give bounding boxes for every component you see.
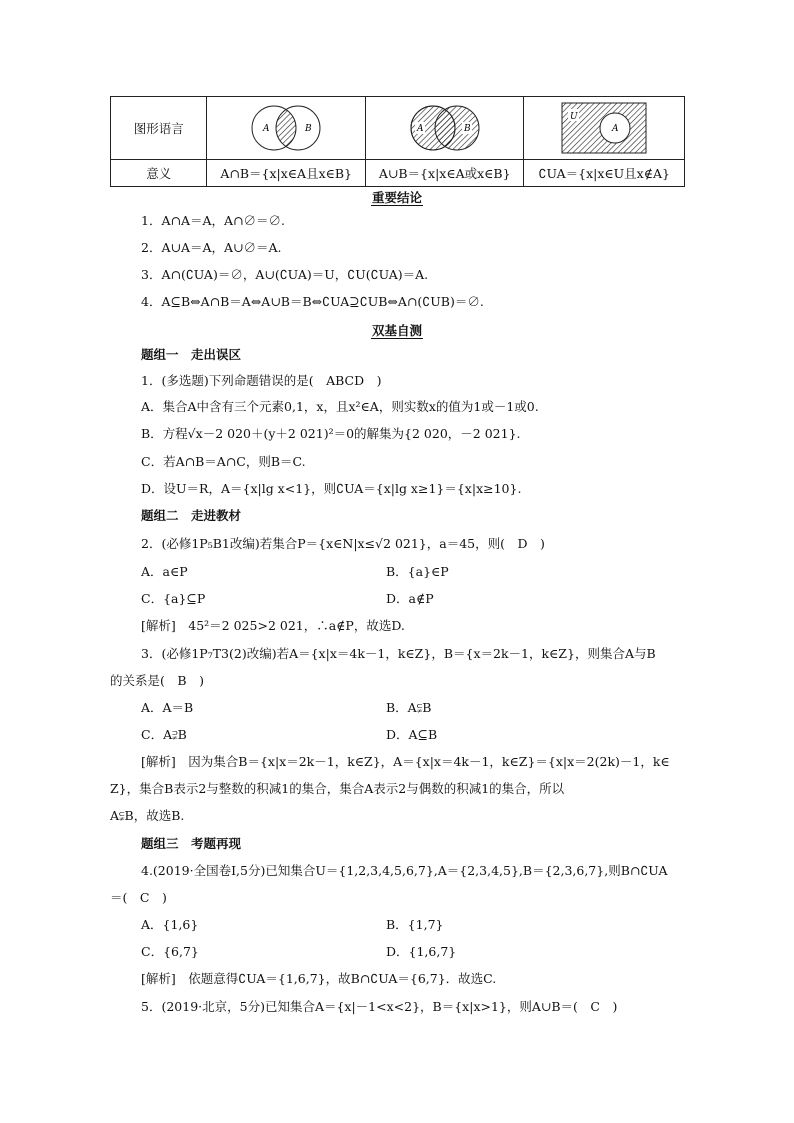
q2-option-b: B．{a}∈P [386,564,449,579]
row-header-graphic: 图形语言 [111,97,207,160]
meaning-intersection: A∩B＝{x|x∈A且x∈B} [207,160,366,187]
group-2-title: 题组二 走进教材 [141,508,242,523]
venn-label-a: A [263,124,270,134]
meaning-union: A∪B＝{x|x∈A或x∈B} [365,160,524,187]
analysis-text: 因为集合B＝{x|x＝2k－1，k∈Z}，A＝{x|x＝4k－1，k∈Z}＝{x|x＝2(2k)－1，k∈ [175,754,670,769]
q4-option-a: A．{1,6} [141,917,199,932]
q3-option-b: B．A⫋B [386,700,432,715]
venn-label-a: A [612,124,619,134]
q1-option-d: D．设U＝R，A＝{x|lg x<1}，则∁UA＝{x|lg x≥1}＝{x|x≥10}. [141,481,522,496]
analysis-text: 依题意得∁UA＝{1,6,7}，故B∩∁UA＝{6,7}．故选C. [175,971,497,986]
q4-option-d: D．{1,6,7} [386,944,457,959]
section-title-practice: 双基自测 [371,323,422,338]
set-operations-table [110,96,685,187]
q3-option-c: C．A⫌B [141,727,187,742]
q3-option-d: D．A⊆B [386,727,438,742]
q2-option-c: C．{a}⊆P [141,591,206,606]
q1-stem: 1．(多选题)下列命题错误的是( ABCD ) [141,373,382,388]
q3-stem-line-1: 3．(必修1P₇T3(2)改编)若A＝{x|x＝4k－1，k∈Z}，B＝{x＝2k－1，k∈Z}，则集合A与B [141,646,656,661]
q1-option-c: C．若A∩B＝A∩C，则B＝C. [141,454,306,469]
q4-analysis [141,970,496,988]
analysis-tag: [解析] [141,754,176,769]
venn-union-diagram [400,100,490,156]
q3-analysis-line-3: A⫋B，故选B. [110,808,185,823]
q2-option-d: D．a∉P [386,591,434,606]
q2-stem: 2．(必修1P₅B1改编)若集合P＝{x∈N|x≤√2 021}，a＝45，则( D ) [141,536,545,551]
venn-label-b: B [305,124,312,134]
section-title-important: 重要结论 [371,190,422,205]
group-1-title: 题组一 走出误区 [141,347,242,362]
q5-stem: 5．(2019·北京，5分)已知集合A＝{x|－1<x<2}，B＝{x|x>1}，则A∪B＝( C ) [141,999,618,1014]
conclusion-4: 4．A⊆B⇔A∩B＝A⇔A∪B＝B⇔∁UA⊇∁UB⇔A∩(∁UB)＝∅. [141,294,484,309]
venn-intersection-diagram [241,100,331,156]
venn-label-u: U [570,112,578,122]
q2-analysis [141,617,405,635]
venn-complement-cell [524,97,685,160]
analysis-text: 45²＝2 025>2 021，∴a∉P，故选D. [175,618,405,633]
row-header-meaning: 意义 [111,160,207,187]
venn-intersection-cell [207,97,366,160]
conclusion-2: 2．A∪A＝A，A∪∅＝A. [141,240,282,255]
analysis-tag: [解析] [141,618,176,633]
q3-stem-line-2: 的关系是( B ) [110,673,204,688]
conclusion-1: 1．A∩A＝A，A∩∅＝∅. [141,213,285,228]
venn-label-a: A [416,124,424,134]
group-3-title: 题组三 考题再现 [141,836,242,851]
q3-option-a: A．A＝B [141,700,194,715]
q3-analysis-line-2: Z}，集合B表示2与整数的积减1的集合，集合A表示2与偶数的积减1的集合，所以 [110,781,565,796]
q4-option-b: B．{1,7} [386,917,444,932]
q4-stem-line-1: 4.(2019·全国卷Ⅰ,5分)已知集合U＝{1,2,3,4,5,6,7},A＝{2,3,4,5},B＝{2,3,6,7},则B∩∁UA [141,863,668,878]
q1-option-b: B．方程√x－2 020＋(y＋2 021)²＝0的解集为{2 020，－2 021}. [141,426,521,441]
venn-complement-diagram [561,102,647,154]
q4-option-c: C．{6,7} [141,944,199,959]
q3-analysis-line-1 [141,753,670,771]
venn-union-cell [365,97,524,160]
conclusion-3: 3．A∩(∁UA)＝∅，A∪(∁UA)＝U，∁U(∁UA)＝A. [141,267,429,282]
q1-option-a: A．集合A中含有三个元素0,1，x，且x²∈A，则实数x的值为1或－1或0. [141,399,539,414]
q4-stem-line-2: ＝( C ) [110,890,167,905]
meaning-complement: ∁UA＝{x|x∈U且x∉A} [524,160,685,187]
venn-label-b: B [463,124,471,134]
q2-option-a: A．a∈P [141,564,188,579]
analysis-tag: [解析] [141,971,176,986]
